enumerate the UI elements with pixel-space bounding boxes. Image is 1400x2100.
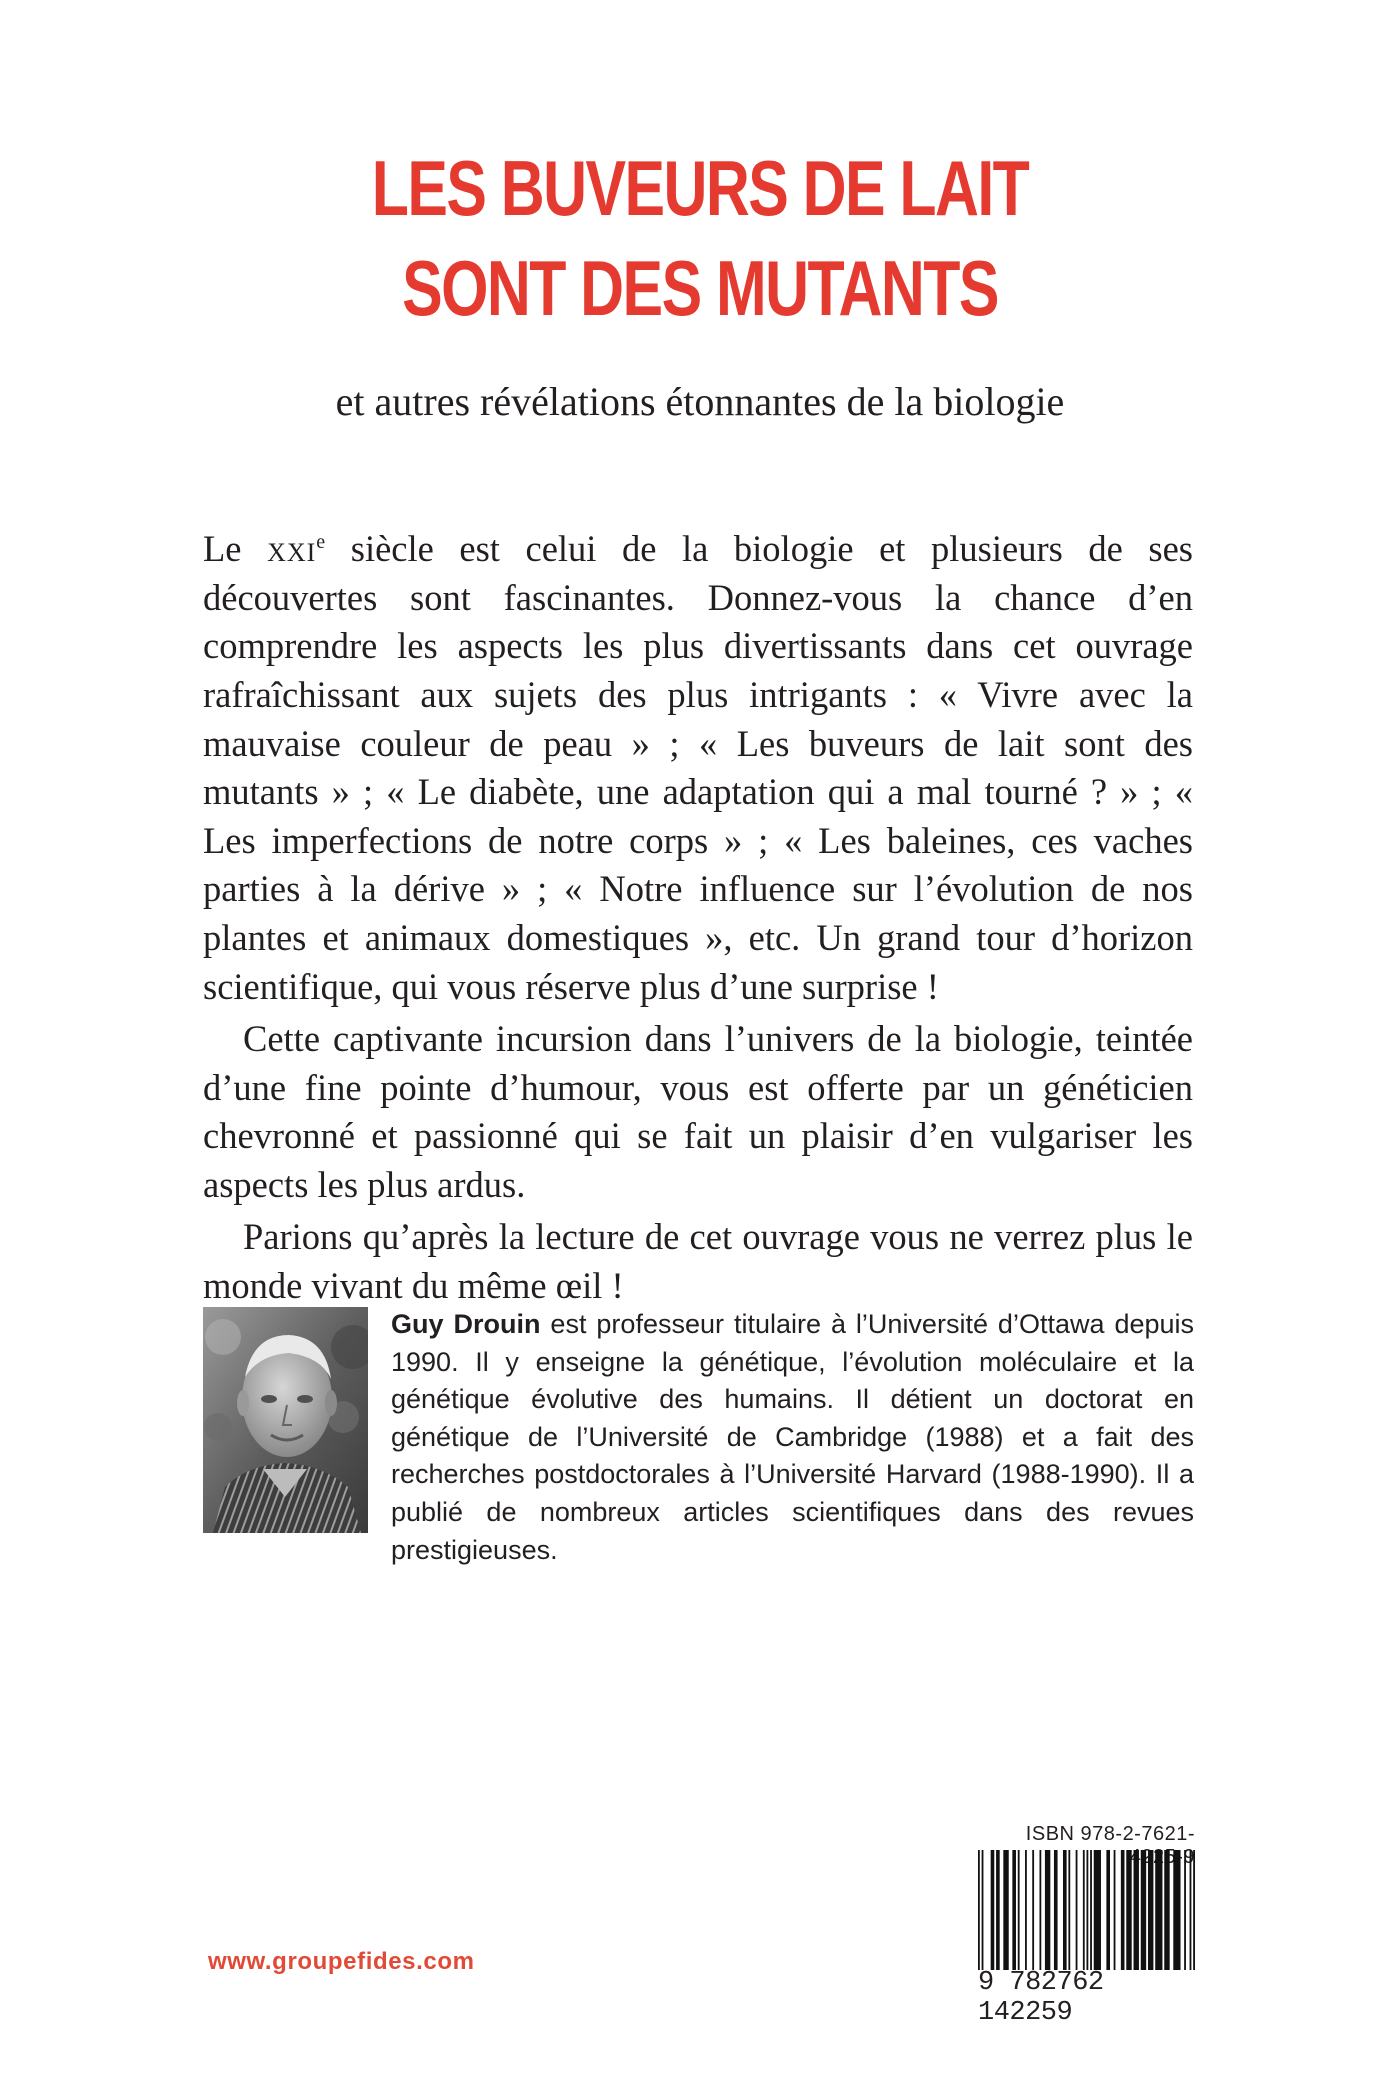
- blurb-p1-text: siècle est celui de la biologie et plusieurs de ses découvertes sont fascinantes. Donnez-vous la chance d’en comprendre les aspects les plus divertissants dans cet ouvrage rafraîchissant aux sujets des plus intrigants : « Vivre avec la mauvaise couleur de peau » ; « Les buveurs de lait sont des mutants » ; « Le diabète, une adaptation qui a mal tourné ? » ; « Les imperfections de notre corps » ; « Les baleines, ces vaches parties à la dérive » ; « Notre influence sur l’évolution de nos plantes et animaux domestiques », etc. Un grand tour d’horizon scientifique, qui vous réserve plus d’une surprise !: [203, 528, 1193, 1007]
- barcode-bar: [1106, 1850, 1110, 1970]
- barcode-bar: [1032, 1850, 1034, 1970]
- blurb-paragraph-2: Cette captivante incursion dans l’univers de la biologie, teintée d’une fine pointe d’humour, vous est offerte par un généticien chevronné et passionné qui se fait un plaisir d’en vulgariser les aspects les plus ardus.: [203, 1018, 1193, 1205]
- barcode-bar: [1134, 1850, 1139, 1970]
- book-title: [154, 138, 1246, 338]
- barcode-bar: [996, 1850, 1000, 1970]
- book-title-line-1: LES BUVEURS DE LAIT: [371, 144, 1029, 232]
- book-subtitle: et autres révélations étonnantes de la biologie: [335, 379, 1065, 424]
- barcode-bar: [1173, 1850, 1180, 1970]
- barcode-bar: [1083, 1850, 1085, 1970]
- author-bio: [391, 1306, 1194, 1569]
- barcode: [978, 1850, 1195, 1970]
- isbn: ISBN 978-2-7621- 2 5 9: [1025, 1823, 1195, 1868]
- barcode-bar: [1094, 1850, 1101, 1970]
- barcode-bar: [1018, 1850, 1020, 1970]
- barcode-bar: [1063, 1850, 1067, 1970]
- barcode-bar: [1003, 1850, 1008, 1970]
- barcode-bar: [1114, 1850, 1116, 1970]
- website-url: www.groupefides.com: [208, 1948, 475, 1975]
- barcode-bar: [1184, 1850, 1186, 1970]
- barcode-bar: [1039, 1850, 1041, 1970]
- barcode-bar: [1155, 1850, 1162, 1970]
- barcode-bar: [1190, 1850, 1192, 1970]
- barcode-bar: [1012, 1850, 1016, 1970]
- book-title-line-2: SONT DES MUTANTS: [402, 244, 998, 332]
- barcode-bar: [1087, 1850, 1089, 1970]
- barcode-bar: [1025, 1850, 1027, 1970]
- barcode-bar: [1164, 1850, 1169, 1970]
- barcode-number: 9 782762 142259: [978, 1968, 1104, 2028]
- barcode-bar: [1126, 1850, 1131, 1970]
- barcode-bar: [1193, 1850, 1195, 1970]
- barcode-bar: [1068, 1850, 1070, 1970]
- author-bio-text: est professeur titulaire à l’Université d’Ottawa depuis 1990. Il y enseigne la génétique, l’évolution moléculaire et la génétique évolutive des humains. Il détient un doctorat en génétique de l’Université de Cambridge (1988) et a fait des recherches postdoctorales à l’Université Harvard (1988-1990). Il a publié de nombreux articles scientifiques dans des revues prestigieuses.: [391, 1309, 1195, 1565]
- barcode-bar: [978, 1850, 980, 1970]
- barcode-bar: [1090, 1850, 1092, 1970]
- century-numeral: xxi: [267, 528, 317, 570]
- blurb: [203, 518, 1193, 1315]
- barcode-bar: [1045, 1850, 1050, 1970]
- author-photo: [203, 1307, 368, 1533]
- barcode-bar: [1141, 1850, 1146, 1970]
- century-superscript: e: [316, 531, 326, 553]
- barcode-bar: [1054, 1850, 1058, 1970]
- blurb-paragraph-1: [203, 518, 1193, 1011]
- blurb-paragraph-3: Parions qu’après la lecture de cet ouvrage vous ne verrez plus le monde vivant du même œil !: [203, 1216, 1193, 1307]
- blurb-p1-prefix: Le: [203, 528, 268, 570]
- barcode-bar: [1148, 1850, 1153, 1970]
- barcode-bar: [1121, 1850, 1125, 1970]
- barcode-bar: [991, 1850, 995, 1970]
- barcode-bar: [1076, 1850, 1078, 1970]
- barcode-bar: [982, 1850, 984, 1970]
- author-name: Guy Drouin: [391, 1309, 541, 1339]
